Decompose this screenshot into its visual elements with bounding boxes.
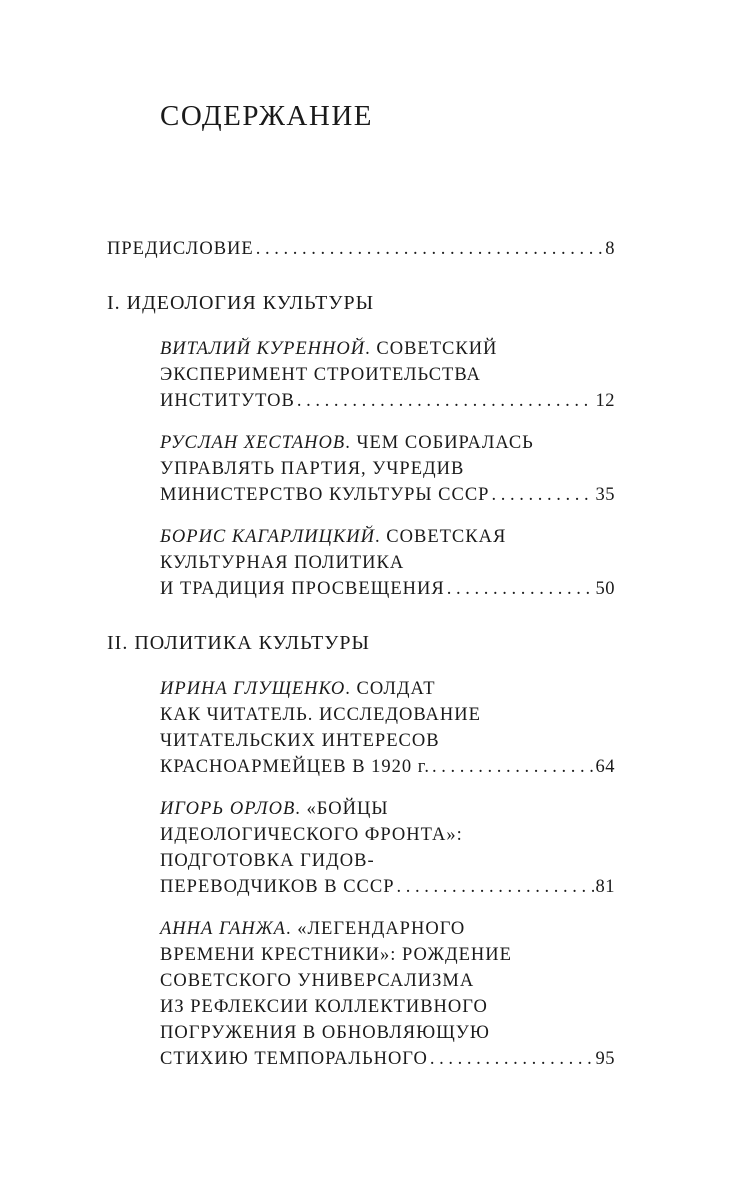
author-name: РУСЛАН ХЕСТАНОВ — [160, 433, 346, 453]
article-title-text: КУЛЬТУРНАЯ ПОЛИТИКА — [160, 553, 405, 573]
article-title-text: КАК ЧИТАТЕЛЬ. ИССЛЕДОВАНИЕ — [160, 705, 481, 725]
toc-section — [107, 290, 615, 602]
author-name: ИРИНА ГЛУЩЕНКО — [160, 679, 346, 699]
article-title-line — [160, 994, 615, 1020]
author-name: АННА ГАНЖА — [160, 919, 286, 939]
dot-leader — [256, 236, 604, 262]
table-of-contents — [107, 236, 615, 1072]
article-title-text: . СОЛДАТ — [345, 679, 436, 699]
article-title-text: ПОГРУЖЕНИЯ В ОБНОВЛЯЮЩУЮ — [160, 1023, 490, 1043]
page-number: 81 — [595, 877, 615, 897]
article-title-line — [160, 1046, 615, 1072]
article-title-line — [160, 482, 615, 508]
article-title-text: ИНСТИТУТОВ — [160, 391, 295, 411]
article-title-text: УПРАВЛЯТЬ ПАРТИЯ, УЧРЕДИВ — [160, 459, 465, 479]
toc-entry-article — [160, 676, 615, 780]
article-title-line — [160, 676, 615, 702]
article-title-line — [160, 1020, 615, 1046]
toc-section — [107, 630, 615, 1072]
article-title-line — [160, 874, 615, 900]
article-title-text: ВРЕМЕНИ КРЕСТНИКИ»: РОЖДЕНИЕ — [160, 945, 512, 965]
article-title-text: ЧИТАТЕЛЬСКИХ ИНТЕРЕСОВ — [160, 731, 440, 751]
article-title-line — [160, 728, 615, 754]
article-title-line — [160, 796, 615, 822]
dot-leader — [397, 874, 594, 900]
article-title-text: . СОВЕТСКАЯ — [375, 527, 507, 547]
article-title-line — [160, 430, 615, 456]
toc-entry-article — [160, 336, 615, 414]
page-number: 50 — [595, 579, 615, 599]
article-title-text: ИЗ РЕФЛЕКСИИ КОЛЛЕКТИВНОГО — [160, 997, 488, 1017]
article-title-text: ЭКСПЕРИМЕНТ СТРОИТЕЛЬСТВА — [160, 365, 481, 385]
dot-leader — [432, 754, 594, 780]
article-title-line — [160, 550, 615, 576]
page-title: СОДЕРЖАНИЕ — [160, 100, 373, 132]
article-title-text: ПОДГОТОВКА ГИДОВ- — [160, 851, 375, 871]
author-name: ВИТАЛИЙ КУРЕННОЙ — [160, 339, 366, 359]
article-title-line — [160, 968, 615, 994]
dot-leader — [297, 388, 594, 414]
article-title-line — [160, 576, 615, 602]
section-articles — [107, 336, 615, 602]
toc-entry-preface — [107, 236, 615, 262]
article-title-text: МИНИСТЕРСТВО КУЛЬТУРЫ СССР — [160, 485, 490, 505]
article-title-text: СТИХИЮ ТЕМПОРАЛЬНОГО — [160, 1049, 428, 1069]
author-name: БОРИС КАГАРЛИЦКИЙ — [160, 527, 376, 547]
article-title-text: И ТРАДИЦИЯ ПРОСВЕЩЕНИЯ — [160, 579, 445, 599]
author-name: ИГОРЬ ОРЛОВ — [160, 799, 296, 819]
toc-entry-article — [160, 796, 615, 900]
section-heading: I. ИДЕОЛОГИЯ КУЛЬТУРЫ — [107, 292, 375, 314]
dot-leader — [447, 576, 594, 602]
article-title-text: КРАСНОАРМЕЙЦЕВ В 1920 г. — [160, 757, 430, 777]
article-title-text: ПЕРЕВОДЧИКОВ В СССР — [160, 877, 395, 897]
toc-entry-article — [160, 430, 615, 508]
preface-label: ПРЕДИСЛОВИЕ — [107, 239, 254, 259]
article-title-text: СОВЕТСКОГО УНИВЕРСАЛИЗМА — [160, 971, 475, 991]
section-articles — [107, 676, 615, 1072]
dot-leader — [491, 482, 593, 508]
article-title-line — [160, 336, 615, 362]
page-number: 95 — [595, 1049, 615, 1069]
article-title-line — [160, 754, 615, 780]
dot-leader — [430, 1046, 594, 1072]
article-title-text: . СОВЕТСКИЙ — [365, 339, 498, 359]
article-title-line — [160, 822, 615, 848]
article-title-line — [160, 942, 615, 968]
article-title-text: . ЧЕМ СОБИРАЛАСЬ — [345, 433, 534, 453]
toc-entry-article — [160, 524, 615, 602]
page-number: 8 — [605, 239, 615, 259]
article-title-line — [160, 702, 615, 728]
toc-entry-article — [160, 916, 615, 1072]
article-title-line — [160, 848, 615, 874]
article-title-text: ИДЕОЛОГИЧЕСКОГО ФРОНТА»: — [160, 825, 463, 845]
article-title-line — [160, 456, 615, 482]
article-title-line — [160, 916, 615, 942]
article-title-line — [160, 362, 615, 388]
page-number: 35 — [595, 485, 615, 505]
section-heading: II. ПОЛИТИКА КУЛЬТУРЫ — [107, 632, 370, 654]
article-title-line — [160, 388, 615, 414]
article-title-text: . «ЛЕГЕНДАРНОГО — [286, 919, 466, 939]
page-number: 64 — [595, 757, 615, 777]
page-number: 12 — [595, 391, 615, 411]
article-title-line — [160, 524, 615, 550]
article-title-text: . «БОЙЦЫ — [295, 799, 389, 819]
